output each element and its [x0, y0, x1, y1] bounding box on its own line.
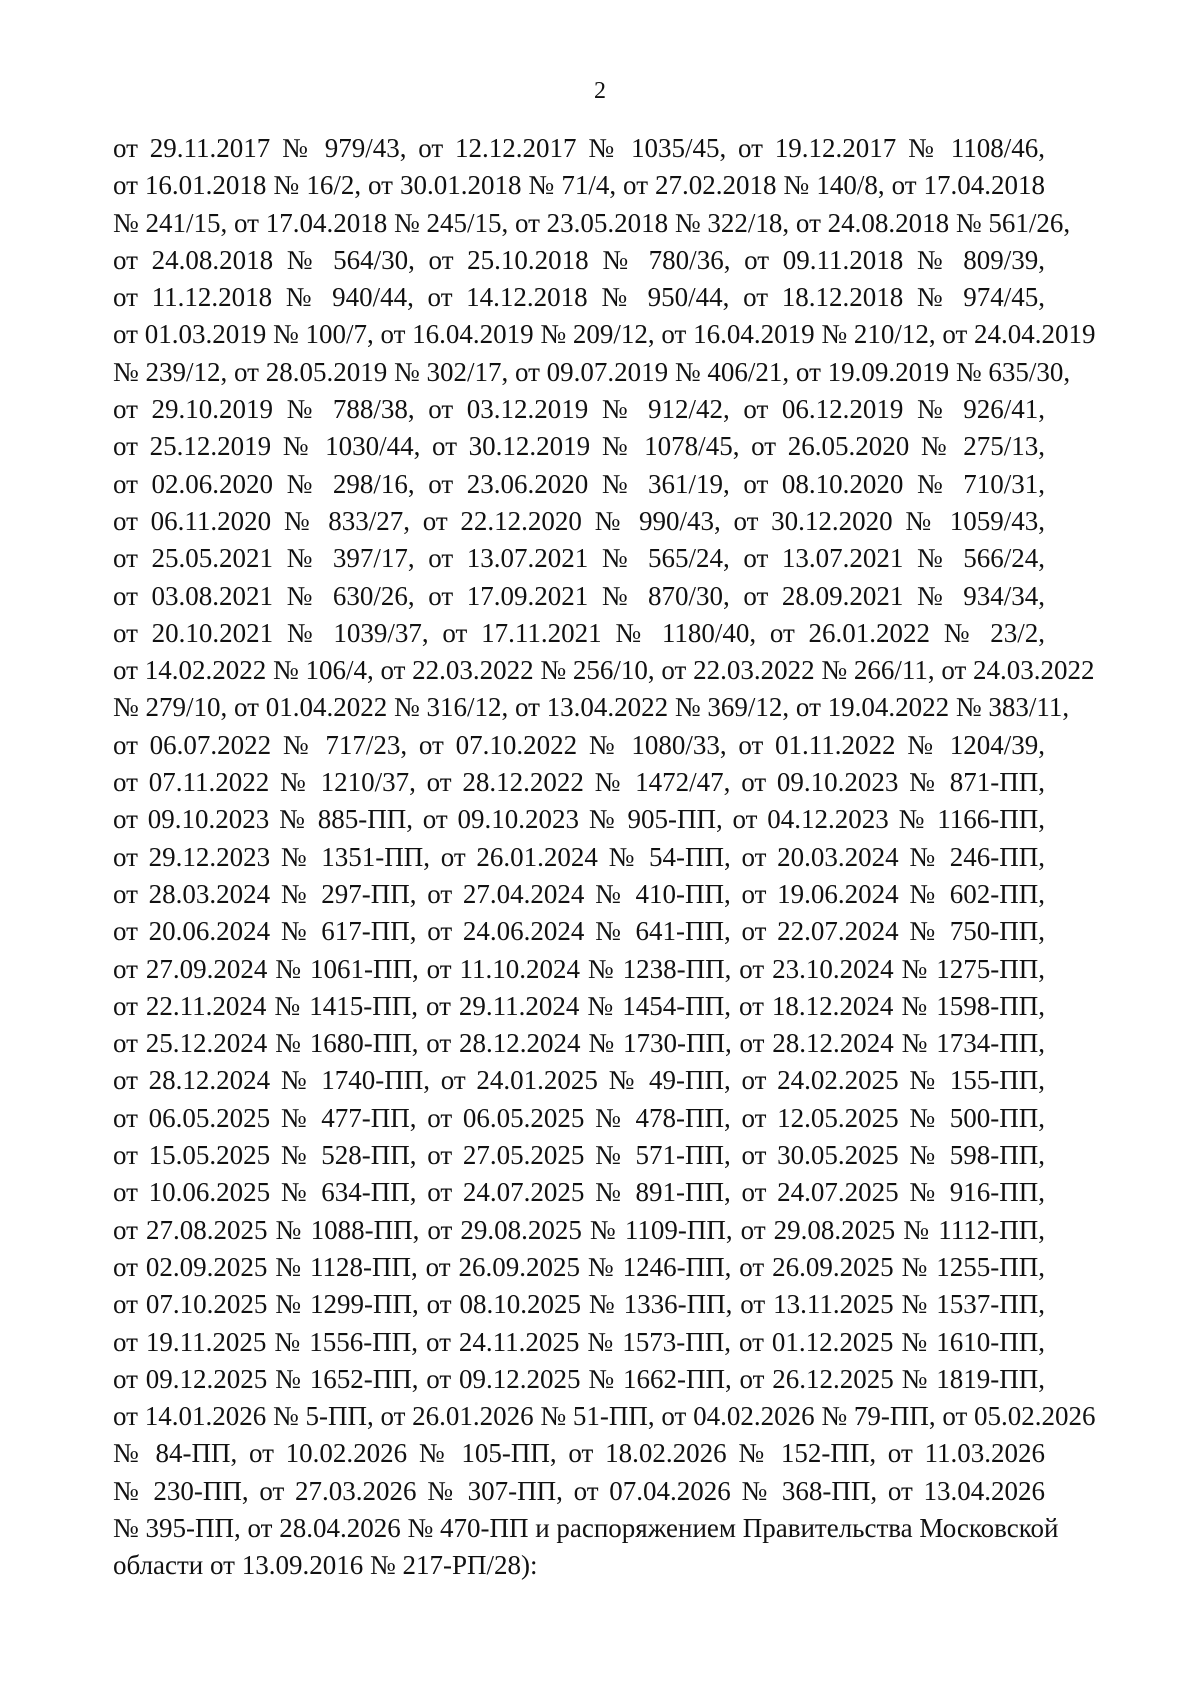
- text-line: от 16.01.2018 № 16/2, от 30.01.2018 № 71/4, от 27.02.2018 № 140/8, от 17.04.2018: [113, 170, 1045, 201]
- body-text: [113, 130, 1096, 1585]
- text-line: от 25.12.2019 № 1030/44, от 30.12.2019 № 1078/45, от 26.05.2020 № 275/13,: [113, 431, 1045, 462]
- text-line: от 06.11.2020 № 833/27, от 22.12.2020 № 990/43, от 30.12.2020 № 1059/43,: [113, 505, 1045, 536]
- text-line: от 29.12.2023 № 1351-ПП, от 26.01.2024 № 54-ПП, от 20.03.2024 № 246-ПП,: [113, 841, 1045, 872]
- text-line: от 06.05.2025 № 477-ПП, от 06.05.2025 № 478-ПП, от 12.05.2025 № 500-ПП,: [113, 1102, 1045, 1133]
- text-line: области от 13.09.2016 № 217-РП/28):: [113, 1550, 538, 1581]
- text-line: № 241/15, от 17.04.2018 № 245/15, от 23.05.2018 № 322/18, от 24.08.2018 № 561/26,: [113, 207, 1071, 238]
- text-line: от 28.03.2024 № 297-ПП, от 27.04.2024 № 410-ПП, от 19.06.2024 № 602-ПП,: [113, 878, 1045, 909]
- text-line: от 27.08.2025 № 1088-ПП, от 29.08.2025 № 1109-ПП, от 29.08.2025 № 1112-ПП,: [113, 1214, 1045, 1245]
- text-line: от 01.03.2019 № 100/7, от 16.04.2019 № 209/12, от 16.04.2019 № 210/12, от 24.04.2019: [113, 319, 1096, 350]
- page-number: 2: [594, 78, 606, 104]
- text-line: от 15.05.2025 № 528-ПП, от 27.05.2025 № 571-ПП, от 30.05.2025 № 598-ПП,: [113, 1140, 1045, 1171]
- text-line: № 84-ПП, от 10.02.2026 № 105-ПП, от 18.02.2026 № 152-ПП, от 11.03.2026: [113, 1438, 1045, 1469]
- text-line: от 28.12.2024 № 1740-ПП, от 24.01.2025 № 49-ПП, от 24.02.2025 № 155-ПП,: [113, 1065, 1045, 1096]
- text-line: от 07.10.2025 № 1299-ПП, от 08.10.2025 № 1336-ПП, от 13.11.2025 № 1537-ПП,: [113, 1289, 1045, 1320]
- text-line: от 27.09.2024 № 1061-ПП, от 11.10.2024 № 1238-ПП, от 23.10.2024 № 1275-ПП,: [113, 953, 1045, 984]
- text-line: № 239/12, от 28.05.2019 № 302/17, от 09.07.2019 № 406/21, от 19.09.2019 № 635/30,: [113, 356, 1071, 387]
- text-line: от 07.11.2022 № 1210/37, от 28.12.2022 № 1472/47, от 09.10.2023 № 871-ПП,: [113, 767, 1045, 798]
- text-line: от 24.08.2018 № 564/30, от 25.10.2018 № 780/36, от 09.11.2018 № 809/39,: [113, 244, 1045, 275]
- text-line: от 22.11.2024 № 1415-ПП, от 29.11.2024 № 1454-ПП, от 18.12.2024 № 1598-ПП,: [113, 990, 1045, 1021]
- text-line: от 29.10.2019 № 788/38, от 03.12.2019 № 912/42, от 06.12.2019 № 926/41,: [113, 394, 1045, 425]
- text-line: № 230-ПП, от 27.03.2026 № 307-ПП, от 07.04.2026 № 368-ПП, от 13.04.2026: [113, 1475, 1045, 1506]
- text-line: от 29.11.2017 № 979/43, от 12.12.2017 № 1035/45, от 19.12.2017 № 1108/46,: [113, 133, 1045, 163]
- text-line: от 02.06.2020 № 298/16, от 23.06.2020 № 361/19, от 08.10.2020 № 710/31,: [113, 468, 1045, 499]
- text-line: от 19.11.2025 № 1556-ПП, от 24.11.2025 № 1573-ПП, от 01.12.2025 № 1610-ПП,: [113, 1326, 1045, 1357]
- text-line: от 10.06.2025 № 634-ПП, от 24.07.2025 № 891-ПП, от 24.07.2025 № 916-ПП,: [113, 1177, 1045, 1208]
- text-line: от 06.07.2022 № 717/23, от 07.10.2022 № 1080/33, от 01.11.2022 № 1204/39,: [113, 729, 1045, 760]
- text-line: от 02.09.2025 № 1128-ПП, от 26.09.2025 № 1246-ПП, от 26.09.2025 № 1255-ПП,: [113, 1251, 1045, 1282]
- text-line: № 279/10, от 01.04.2022 № 316/12, от 13.04.2022 № 369/12, от 19.04.2022 № 383/11,: [113, 692, 1070, 723]
- text-line: от 14.02.2022 № 106/4, от 22.03.2022 № 256/10, от 22.03.2022 № 266/11, от 24.03.2022: [113, 655, 1095, 686]
- text-line: от 09.10.2023 № 885-ПП, от 09.10.2023 № 905-ПП, от 04.12.2023 № 1166-ПП,: [113, 804, 1045, 835]
- text-line: от 09.12.2025 № 1652-ПП, от 09.12.2025 № 1662-ПП, от 26.12.2025 № 1819-ПП,: [113, 1363, 1045, 1394]
- text-line: от 14.01.2026 № 5-ПП, от 26.01.2026 № 51-ПП, от 04.02.2026 № 79-ПП, от 05.02.2026: [113, 1401, 1096, 1432]
- text-line: от 25.05.2021 № 397/17, от 13.07.2021 № 565/24, от 13.07.2021 № 566/24,: [113, 543, 1045, 574]
- text-line: от 11.12.2018 № 940/44, от 14.12.2018 № 950/44, от 18.12.2018 № 974/45,: [113, 282, 1045, 313]
- text-line: от 25.12.2024 № 1680-ПП, от 28.12.2024 № 1730-ПП, от 28.12.2024 № 1734-ПП,: [113, 1028, 1045, 1059]
- text-line: от 20.10.2021 № 1039/37, от 17.11.2021 № 1180/40, от 26.01.2022 № 23/2,: [113, 617, 1045, 648]
- text-line: № 395-ПП, от 28.04.2026 № 470-ПП и распоряжением Правительства Московской: [113, 1512, 1059, 1543]
- text-line: от 20.06.2024 № 617-ПП, от 24.06.2024 № 641-ПП, от 22.07.2024 № 750-ПП,: [113, 916, 1045, 947]
- text-line: от 03.08.2021 № 630/26, от 17.09.2021 № 870/30, от 28.09.2021 № 934/34,: [113, 580, 1045, 611]
